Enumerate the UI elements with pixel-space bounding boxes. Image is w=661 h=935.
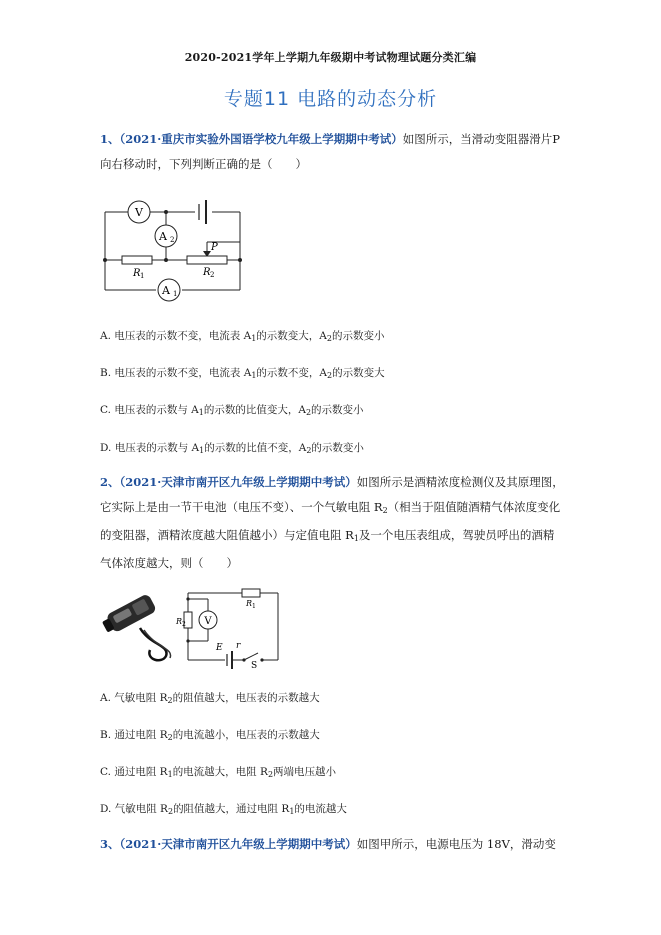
switch-s-label: S xyxy=(251,661,258,671)
resistor-r1-symbol xyxy=(122,256,152,264)
emf-e-label: E xyxy=(216,643,223,653)
junction-dot xyxy=(186,597,189,600)
rheostat-r2-subscript: 2 xyxy=(210,271,215,279)
switch-contact xyxy=(242,658,245,661)
voltmeter-label: V xyxy=(204,616,212,627)
question-1-stem xyxy=(100,127,570,177)
breathalyzer-device-illustration xyxy=(100,590,175,665)
ammeter-a2-label: A xyxy=(159,230,167,243)
question-2-circuit-diagram xyxy=(176,588,283,671)
question-2-source: （2021·天津市南开区九年级上学期期中考试） xyxy=(119,475,357,489)
gas-sensor-r2-label: R xyxy=(176,617,183,626)
resistor-r1-label: R xyxy=(246,599,253,608)
page-title: 专题11 电路的动态分析 xyxy=(223,88,438,110)
resistor-r1-subscript: 1 xyxy=(252,603,256,610)
q2-option-c[interactable]: C. 通过电阻 $R_1$的电流越大，电阻 $R_2$两端电压越小 xyxy=(100,766,337,779)
resistor-r1-label: R xyxy=(133,268,141,279)
q2-option-d[interactable]: D. 气敏电阻 $R_2$的阻值越大，通过电阻 $R_1$的电流越大 xyxy=(100,803,347,816)
q2-option-a[interactable]: A. 气敏电阻 $R_2$的阻值越大，电压表的示数越大 xyxy=(100,692,320,705)
question-3-number: 3、 xyxy=(100,837,120,851)
resistor-r1-subscript: 1 xyxy=(140,272,145,280)
question-2-number: 2、 xyxy=(100,475,120,489)
ammeter-a1-label: A xyxy=(162,284,170,297)
q1-option-a[interactable]: A. 电压表的示数不变，电流表 $A_1$的示数变大，$A_2$的示数变小 xyxy=(100,330,385,343)
resistor-r1-symbol xyxy=(242,589,260,597)
question-1-circuit-diagram xyxy=(100,195,245,305)
slider-p-label: P xyxy=(211,242,218,253)
rheostat-r2-symbol xyxy=(187,256,227,264)
question-1-text-line2: 向右移动时，下列判断正确的是（ ） xyxy=(100,157,307,171)
ammeter-a2-subscript: 2 xyxy=(170,236,175,244)
junction-dot xyxy=(186,639,189,642)
q1-option-b[interactable]: B. 电压表的示数不变，电流表 $A_1$的示数不变，$A_2$的示数变大 xyxy=(100,367,385,380)
question-1-number: 1、 xyxy=(100,132,120,146)
junction-dot xyxy=(238,258,242,262)
document-header: 2020-2021学年上学期九年级期中考试物理试题分类汇编 xyxy=(184,51,477,64)
ammeter-a1-subscript: 1 xyxy=(173,290,178,298)
switch-contact xyxy=(260,658,263,661)
internal-resistance-label: r xyxy=(236,641,241,651)
question-2-stem: 2、（2021·天津市南开区九年级上学期期中考试）如图所示是酒精浓度检测仪及其原理图， 它实际上是由一节干电池（电压不变）、一个气敏电阻 $R_2$（相当于阻值随酒精气体浓度变化 的变阻器，酒精浓度越大阻值越小）与定值电阻 $R_1$及一个电压表组成，驾驶员呼出的酒精 气体浓度越大，则（ ） xyxy=(100,475,564,570)
question-1-source: （2021·重庆市实验外国语学校九年级上学期期中考试） xyxy=(119,132,403,146)
voltmeter-label: V xyxy=(135,206,143,219)
question-3-source: （2021·天津市南开区九年级上学期期中考试） xyxy=(119,837,357,851)
junction-dot xyxy=(164,210,168,214)
gas-sensor-r2-subscript: 2 xyxy=(182,621,186,628)
q2-option-b[interactable]: B. 通过电阻 $R_2$的电流越小，电压表的示数越大 xyxy=(100,729,320,742)
question-3-stem: 3、（2021·天津市南开区九年级上学期期中考试）如图甲所示，电源电压为 18V，滑动变 xyxy=(100,837,556,851)
q1-option-d[interactable]: D. 电压表的示数与 $A_1$的示数的比值不变，$A_2$的示数变小 xyxy=(100,442,364,455)
junction-dot xyxy=(164,258,168,262)
q1-option-c[interactable]: C. 电压表的示数与 $A_1$的示数的比值变大，$A_2$的示数变小 xyxy=(100,404,364,417)
question-1-text-line1: 如图所示，当滑动变阻器滑片P xyxy=(402,132,561,146)
junction-dot xyxy=(103,258,107,262)
rheostat-r2-label: R xyxy=(203,267,211,278)
